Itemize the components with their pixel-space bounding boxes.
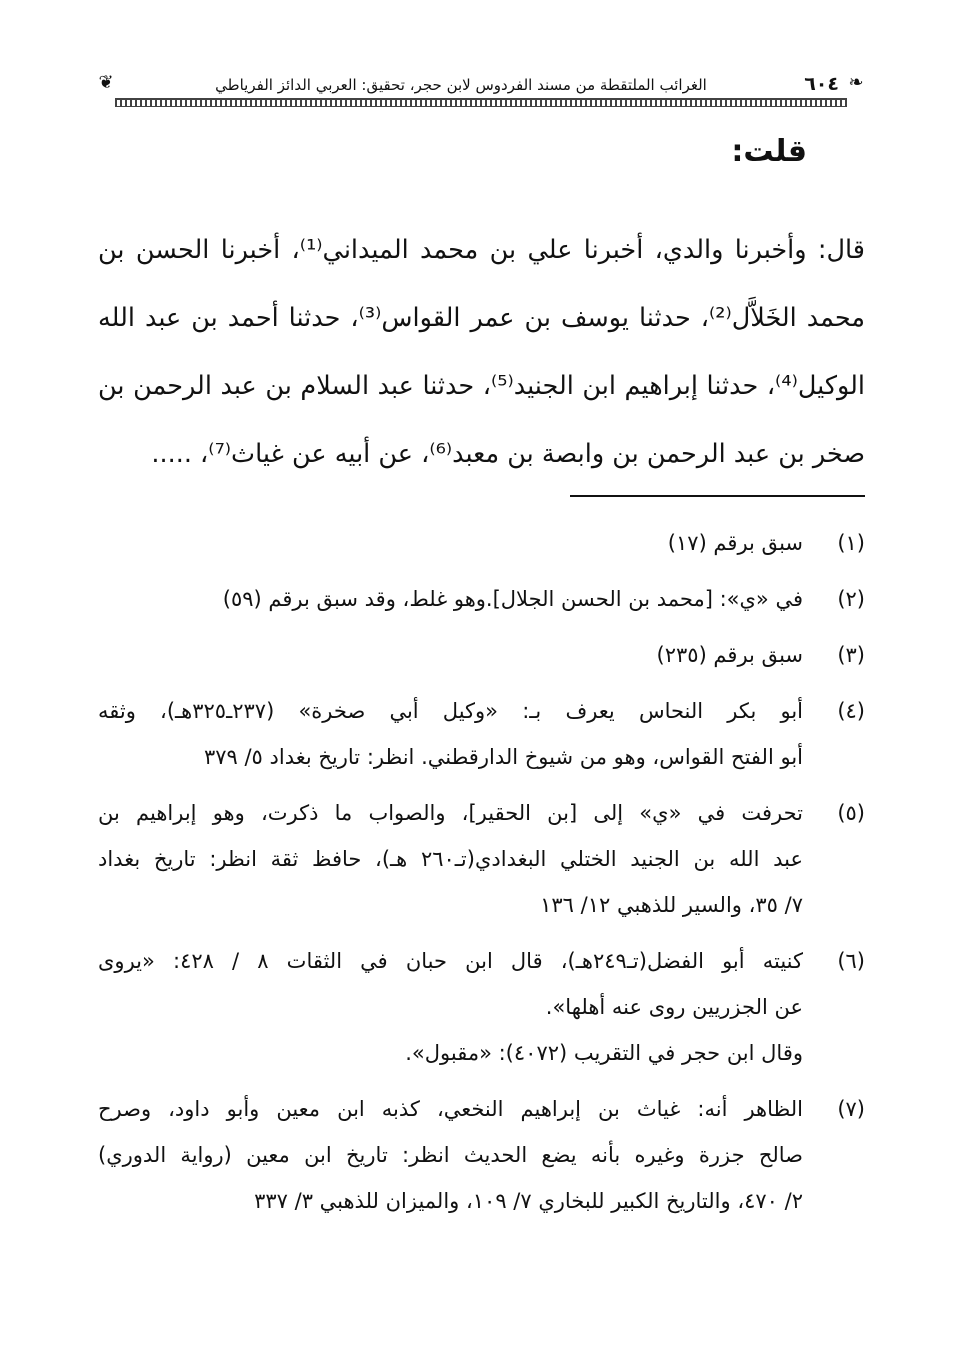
footnote-text: كنيته أبو الفضل(تـ٢٤٩هـ)، قال ابن حبان في الثقات ٨ / ٤٢٨: «يروى xyxy=(98,949,803,973)
footnote-text: سبق برقم (٢٣٥) xyxy=(656,643,803,667)
footnote-number: (١) xyxy=(837,531,865,555)
footnote-text: الظاهر أنه: غياث بن إبراهيم النخعي، كذبه ابن معين وأبو داود، وصرح xyxy=(98,1097,803,1121)
main-text-line: محمد الخَلاَّل⁽²⁾، حدثنا يوسف بن عمر القواس⁽³⁾، حدثنا أحمد بن عبد الله xyxy=(98,303,865,333)
header-rule xyxy=(115,98,847,107)
footnote-text: ٢/ ٤٧٠، والتاريخ الكبير للبخاري ٧/ ١٠٩، والميزان للذهبي ٣/ ٣٣٧ xyxy=(254,1189,803,1213)
footnote-3 xyxy=(98,632,865,678)
section-heading: قلت: xyxy=(731,134,807,169)
footnote-text: ٧/ ٣٥، والسير للذهبي ١٢/ ١٣٦ xyxy=(540,893,803,917)
footnote-separator xyxy=(570,495,865,497)
footnotes xyxy=(98,520,865,1234)
ornament-right-icon: ❧ xyxy=(848,72,864,93)
page-number: ٦٠٤ xyxy=(804,73,839,95)
ornament-left-icon: ❦ xyxy=(98,72,114,93)
main-text-line: صخر بن عبد الرحمن بن وابصة بن معبد⁽⁶⁾، عن أبيه عن غياث⁽⁷⁾، ..... xyxy=(151,439,865,469)
footnote-5 xyxy=(98,790,865,928)
page-header xyxy=(95,70,867,110)
footnote-text: تحرفت في «ي» إلى [بن الحقير]، والصواب ما ذكرت، وهو إبراهيم بن xyxy=(98,801,803,825)
footnote-text: في «ي»: [محمد بن الحسن الجلال].وهو غلط، وقد سبق برقم (٥٩) xyxy=(222,587,803,611)
footnote-number: (٧) xyxy=(837,1097,865,1121)
footnote-4 xyxy=(98,688,865,780)
footnote-6 xyxy=(98,938,865,1076)
footnote-1 xyxy=(98,520,865,566)
main-text xyxy=(98,216,865,488)
footnote-7 xyxy=(98,1086,865,1224)
footnote-text: عبد الله بن الجنيد الختلي البغدادي(تـ٢٦٠ هـ)، حافظ ثقة انظر: تاريخ بغداد xyxy=(98,847,803,871)
footnote-number: (٦) xyxy=(837,949,865,973)
footnote-text: صالح جزرة وغيره بأنه يضع الحديث انظر: تاريخ ابن معين (رواية الدوري) xyxy=(98,1143,803,1167)
footnote-text: عن الجزريين روى عنه أهلها». xyxy=(545,995,803,1019)
main-text-line: قال: وأخبرنا والدي، أخبرنا علي بن محمد الميداني⁽¹⁾، أخبرنا الحسن بن xyxy=(98,235,865,265)
footnote-number: (٢) xyxy=(837,587,865,611)
footnote-2 xyxy=(98,576,865,622)
footnote-text: أبو بكر النحاس يعرف بـ: «وكيل أبي صخرة» (٢٣٧ـ٣٢٥هـ)، وثقه xyxy=(98,699,803,723)
footnote-number: (٥) xyxy=(837,801,865,825)
footnote-text: أبو الفتح القواس، وهو من شيوخ الدارقطني. انظر: تاريخ بغداد ٥/ ٣٧٩ xyxy=(203,745,803,769)
footnote-text: وقال ابن حجر في التقريب (٤٠٧٢): «مقبول». xyxy=(405,1041,803,1065)
main-text-line: الوكيل⁽⁴⁾، حدثنا إبراهيم ابن الجنيد⁽⁵⁾، حدثنا عبد السلام بن عبد الرحمن بن xyxy=(98,371,865,401)
footnote-number: (٤) xyxy=(837,699,865,723)
footnote-text: سبق برقم (١٧) xyxy=(667,531,803,555)
footnote-number: (٣) xyxy=(837,643,865,667)
running-title: الغرائب الملتقطة من مسند الفردوس لابن حجر، تحقيق: العربي الدائز الفرياطي xyxy=(215,76,707,94)
